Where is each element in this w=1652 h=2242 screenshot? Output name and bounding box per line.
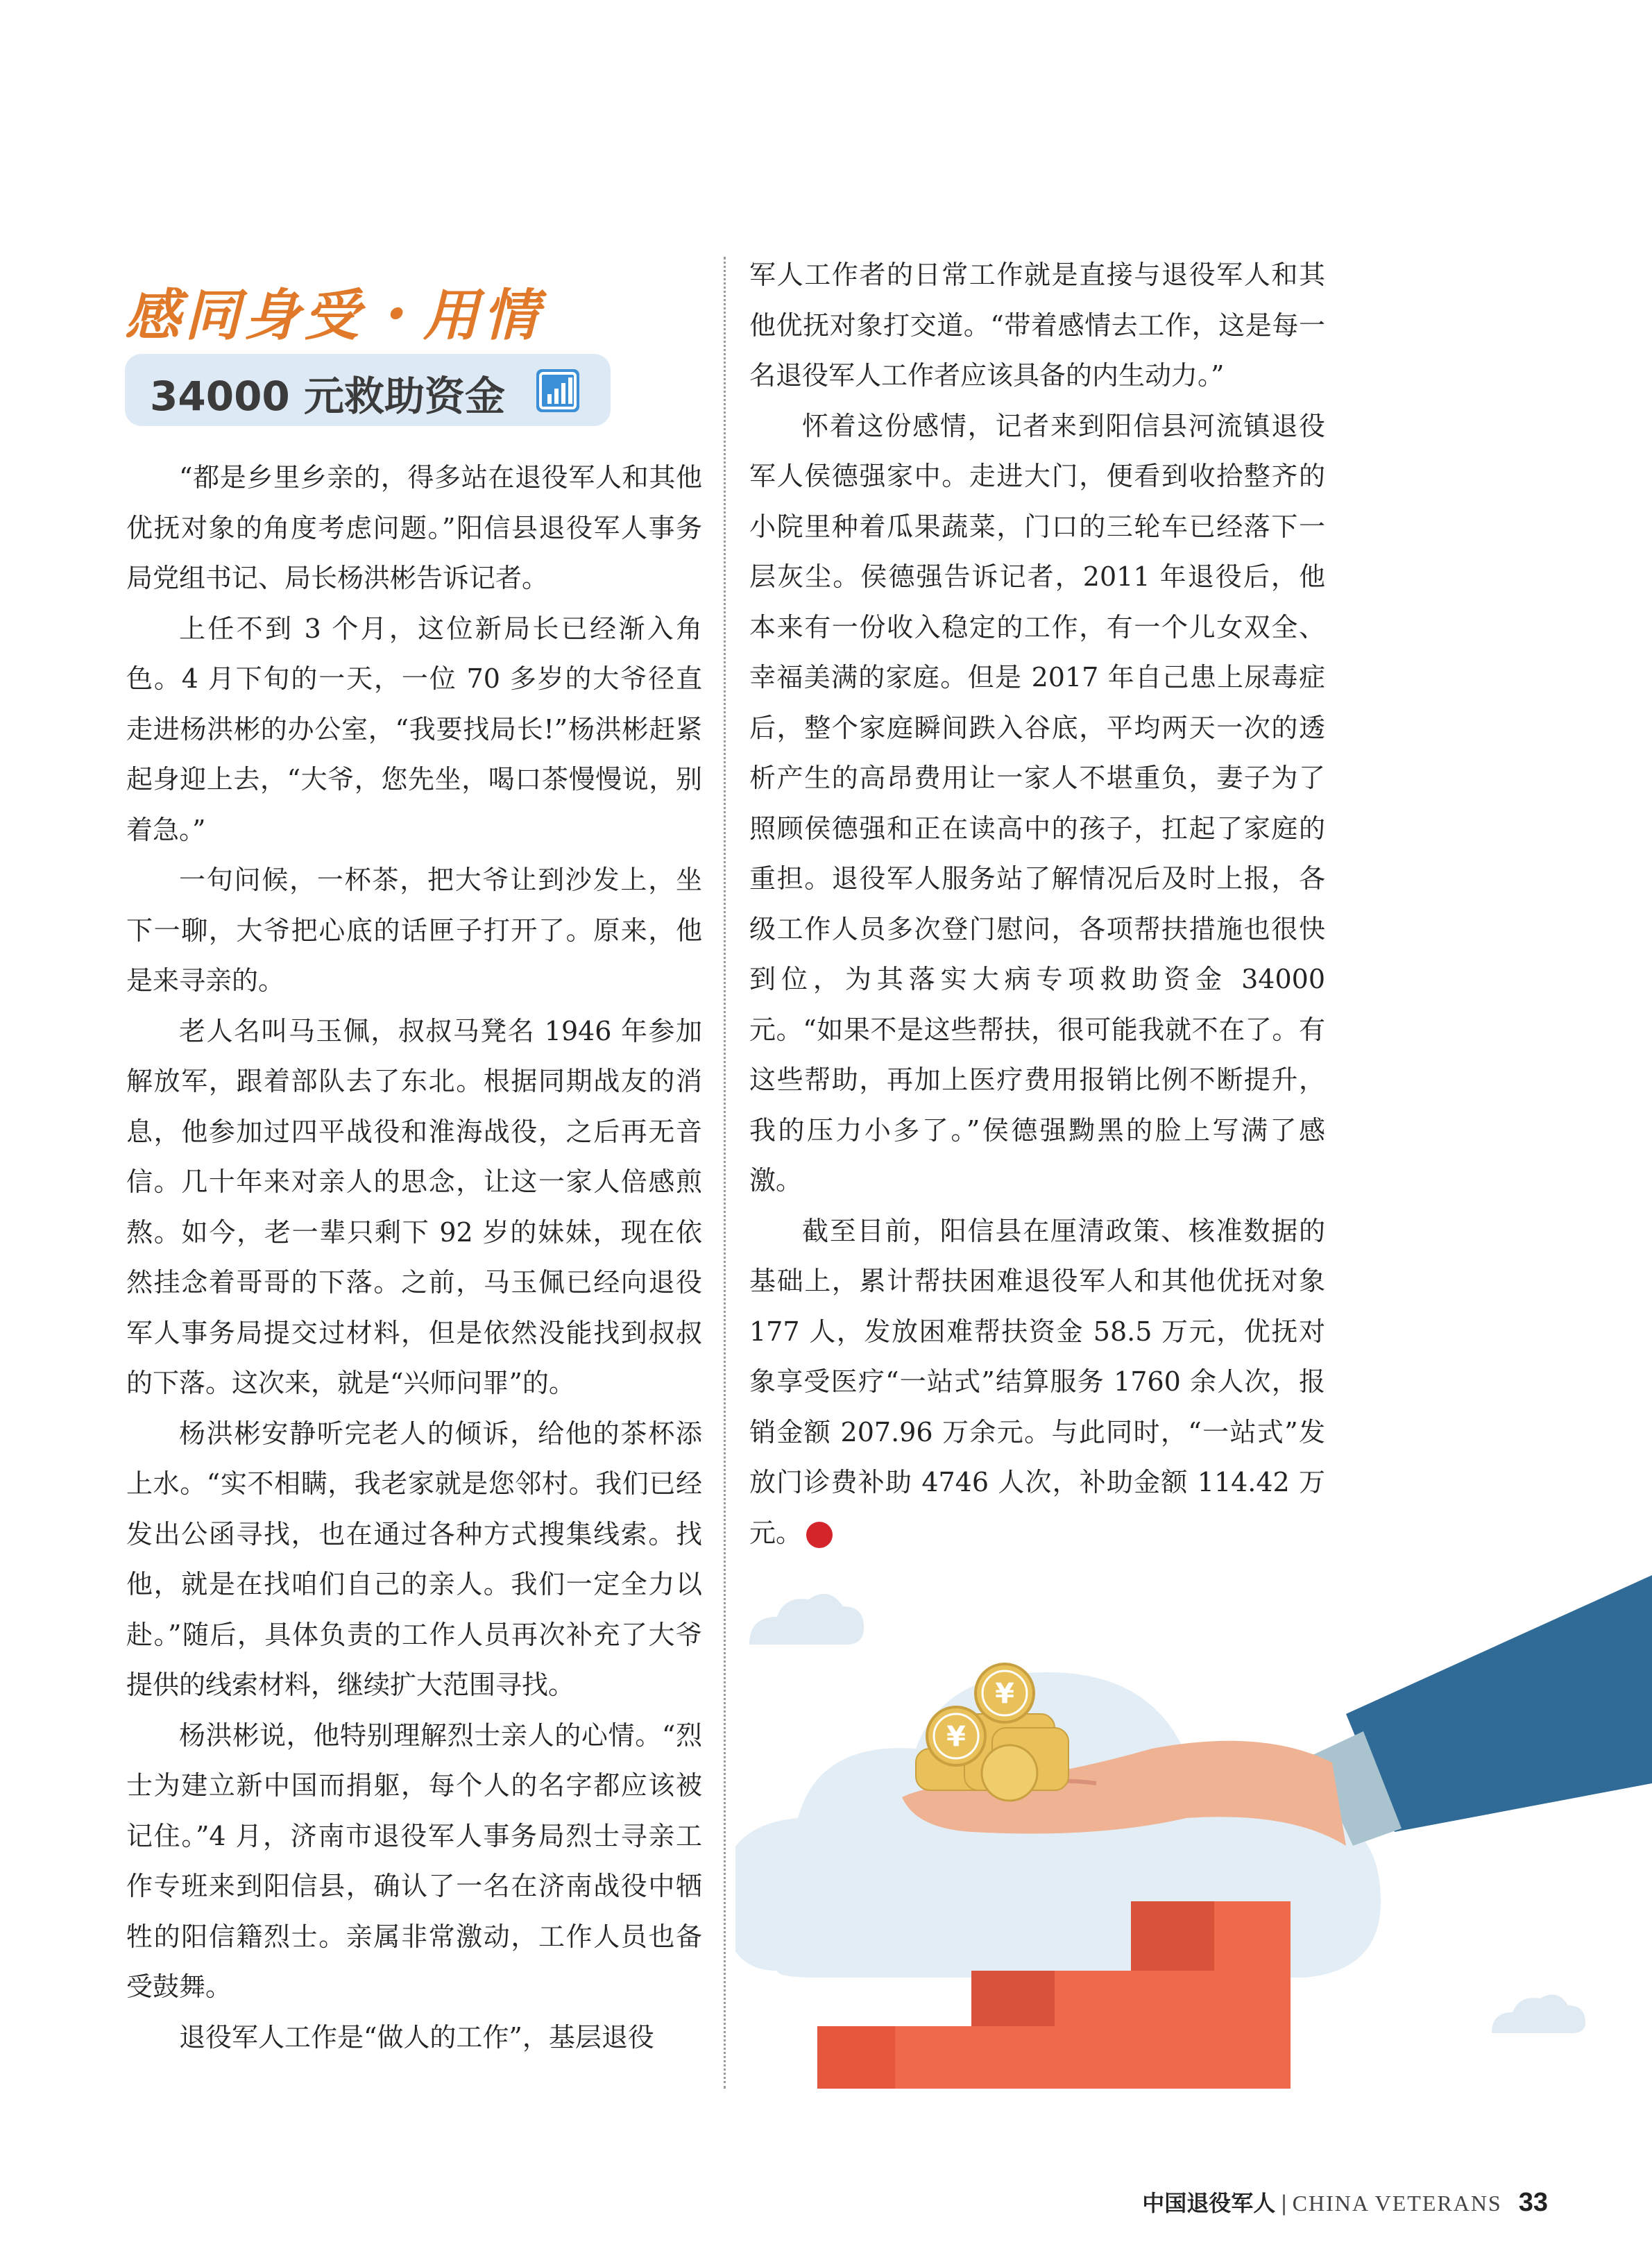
footer-separator: | xyxy=(1281,2191,1287,2216)
page-number: 33 xyxy=(1518,2188,1548,2217)
paragraph-final xyxy=(749,1206,1325,1559)
section-title: 34000 元救助资金 xyxy=(150,373,505,420)
end-mark-icon: V xyxy=(806,1522,833,1548)
paragraph: 杨洪彬安静听完老人的倾诉，给他的茶杯添上水。“实不相瞒，我老家就是您邻村。我们已经发出公函寻找，也在通过各种方式搜集线索。找他，就是在找咱们自己的亲人。我们一定全力以赴。”随后，具体负责的工作人员再次补充了大爷提供的线索材料，继续扩大范围寻找。 xyxy=(126,1418,702,1700)
section-kicker: 感同身受・用情 xyxy=(125,282,543,348)
paragraph-continued: 军人工作者的日常工作就是直接与退役军人和其他优抚对象打交道。“带着感情去工作，这是每一名退役军人工作者应该具备的内生动力。” xyxy=(749,260,1325,391)
paragraph: 怀着这份感情，记者来到阳信县河流镇退役军人侯德强家中。走进大门，便看到收拾整齐的小院里种着瓜果蔬菜，门口的三轮车已经落下一层灰尘。侯德强告诉记者，2011 年退役后，他本来有一份收入稳定的工作，有一个儿女双全、幸福美满的家庭。但是 2017 年自己患上尿毒症后，整个家庭瞬间跌入谷底，平均两天一次的透析产生的高昂费用让一家人不堪重负，妻子为了照顾侯德强和正在读高中的孩子，扛起了家庭的重担。退役军人服务站了解情况后及时上报，各级工作人员多次登门慰问，各项帮扶措施也很快到位，为其落实大病专项救助资金 34000 元。“如果不是这些帮扶，很可能我就不在了。有这些帮助，再加上医疗费用报销比例不断提升，我的压力小多了。”侯德强黝黑的脸上写满了感激。 xyxy=(749,410,1325,1196)
step-bar xyxy=(971,1971,1055,2026)
paragraph-final-text: 截至目前，阳信县在厘清政策、核准数据的基础上，累计帮扶困难退役军人和其他优抚对象 177 人，发放困难帮扶资金 58.5 万元，优抚对象享受医疗“一站式”结算服务 1760 余人次，报销金额 207.96 万余元。与此同时，“一站式”发放门诊费补助 4746 人次，补助金额 114.42 万元。 xyxy=(749,1215,1325,1548)
coin-symbol: ¥ xyxy=(995,1678,1014,1710)
hand-coins-illustration xyxy=(735,1554,1652,2109)
yen-coin xyxy=(927,1707,985,1765)
page-footer xyxy=(1142,2186,1548,2218)
magazine-name-cn: 中国退役军人 xyxy=(1142,2191,1276,2216)
article-column-left xyxy=(126,452,702,2062)
article-column-right xyxy=(749,250,1325,1558)
bar-chart-icon xyxy=(536,369,579,412)
paragraph: 退役军人工作是“做人的工作”，基层退役 xyxy=(179,2021,654,2053)
section-title-banner xyxy=(125,354,611,426)
paragraph: 老人名叫马玉佩，叔叔马凳名 1946 年参加解放军，跟着部队去了东北。根据同期战友的消息，他参加过四平战役和淮海战役，之后再无音信。几十年来对亲人的思念，让这一家人倍感煎熬。如今，老一辈只剩下 92 岁的妹妹，现在依然挂念着哥哥的下落。之前，马玉佩已经向退役军人事务局提交过材料，但是依然没能找到叔叔的下落。这次来，就是“兴师问罪”的。 xyxy=(126,1015,702,1398)
coin-symbol: ¥ xyxy=(946,1721,966,1753)
small-cloud-icon xyxy=(1492,1994,1585,2033)
magazine-name-en: CHINA VETERANS xyxy=(1292,2191,1502,2216)
paragraph: 一句问候，一杯茶，把大爷让到沙发上，坐下一聊，大爷把心底的话匣子打开了。原来，他是来寻亲的。 xyxy=(126,865,702,996)
paragraph: 杨洪彬说，他特别理解烈士亲人的心情。“烈士为建立新中国而捐躯，每个人的名字都应该被记住。”4 月，济南市退役军人事务局烈士寻亲工作专班来到阳信县，确认了一名在济南战役中牺牲的阳信籍烈士。亲属非常激动，工作人员也备受鼓舞。 xyxy=(126,1719,702,2002)
step-bar xyxy=(1131,1901,1214,1971)
paragraph: 上任不到 3 个月，这位新局长已经渐入角色。4 月下旬的一天，一位 70 多岁的大爷径直走进杨洪彬的办公室，“我要找局长!”杨洪彬赶紧起身迎上去，“大爷，您先坐，喝口茶慢慢说，别着急。” xyxy=(126,613,702,845)
small-cloud-icon xyxy=(749,1594,864,1645)
sleeve xyxy=(1346,1575,1652,1832)
coin xyxy=(982,1745,1037,1801)
yen-coin xyxy=(976,1664,1034,1722)
paragraph: “都是乡里乡亲的，得多站在退役军人和其他优抚对象的角度考虑问题。”阳信县退役军人事务局党组书记、局长杨洪彬告诉记者。 xyxy=(126,462,702,593)
column-divider xyxy=(724,257,726,2089)
